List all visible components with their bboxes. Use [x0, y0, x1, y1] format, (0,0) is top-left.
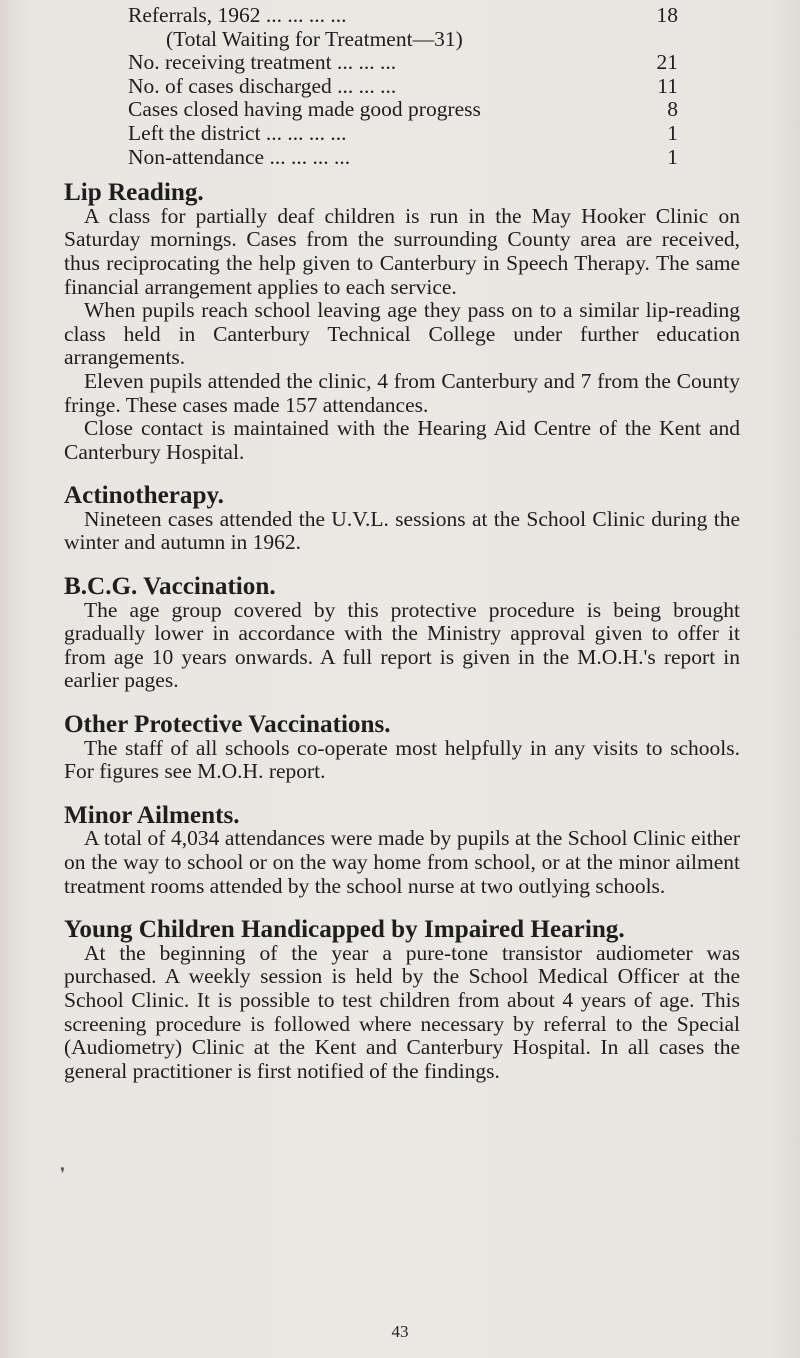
- paragraph: The staff of all schools co-operate most helpfully in any visits to schools. For figures see M.O.H. report.: [64, 735, 740, 784]
- paragraph: The age group covered by this protective procedure is being brought gradually lower in accordance with the Ministry approval given to offer it from age 10 years onwards. A full report is given in the M.O.H.'s report in earlier pages.: [64, 597, 740, 693]
- paragraph: Eleven pupils attended the clinic, 4 from Canterbury and 7 from the County fringe. These cases made 157 attendances.: [64, 368, 740, 417]
- row-label: No. of cases discharged ... ... ...: [128, 73, 397, 98]
- row-label: (Total Waiting for Treatment—31): [166, 26, 463, 51]
- row-label: Non-attendance ... ... ... ...: [128, 144, 351, 169]
- row-value: 1: [667, 120, 678, 145]
- row-label: Referrals, 1962 ... ... ... ...: [128, 3, 347, 27]
- section-lip-reading: [64, 181, 740, 464]
- referrals-row: [128, 98, 678, 122]
- row-value: 1: [667, 144, 678, 169]
- paragraph: Nineteen cases attended the U.V.L. sessions at the School Clinic during the winter and autumn in 1962.: [64, 506, 740, 555]
- section-other-vaccinations: [64, 713, 740, 784]
- paragraph: A class for partially deaf children is run in the May Hooker Clinic on Saturday mornings. Cases from the surrounding County area are received, thus reciprocating the help given to Canterbury in Speech Therapy. The same financial arrangement applies to each service.: [64, 203, 740, 299]
- paragraph: At the beginning of the year a pure-tone transistor audiometer was purchased. A weekly session is held by the School Medical Officer at the School Clinic. It is possible to test children from about 4 years of age. This screening procedure is followed where necessary by referral to the Special (Audiometry) Clinic at the Kent and Canterbury Hospital. In all cases the general practitioner is first notified of the findings.: [64, 940, 740, 1083]
- section-young-children: [64, 918, 740, 1083]
- referrals-row: [128, 122, 678, 146]
- paragraph: Close contact is maintained with the Hearing Aid Centre of the Kent and Canterbury Hospital.: [64, 416, 740, 464]
- section-heading: Other Protective Vaccinations.: [64, 711, 391, 739]
- referrals-row: [128, 75, 678, 99]
- section-heading: Actinotherapy.: [64, 482, 224, 510]
- referrals-table: [128, 4, 678, 169]
- referrals-row: [128, 28, 678, 52]
- paragraph: A total of 4,034 attendances were made by pupils at the School Clinic either on the way to school or on the way home from school, or at the minor ailment treatment rooms attended by the school nurse at two outlying schools.: [64, 826, 740, 898]
- row-label: Cases closed having made good progress: [128, 97, 481, 122]
- row-value: 8: [667, 97, 678, 122]
- row-value: 21: [656, 50, 678, 75]
- section-heading: Young Children Handicapped by Impaired Hearing.: [64, 916, 625, 944]
- section-heading: Lip Reading.: [64, 179, 204, 207]
- row-label: No. receiving treatment ... ... ...: [128, 50, 397, 75]
- referrals-row: [128, 51, 678, 75]
- section-actinotherapy: [64, 484, 740, 555]
- row-label: Left the district ... ... ... ...: [128, 120, 347, 145]
- section-heading: Minor Ailments.: [64, 801, 240, 829]
- row-value: 18: [656, 3, 678, 27]
- referrals-row: [128, 4, 678, 28]
- page-content: [64, 4, 740, 1083]
- paragraph: When pupils reach school leaving age they pass on to a similar lip-reading class held in Canterbury Technical College under further education arrangements.: [64, 298, 740, 370]
- row-value: 11: [657, 73, 678, 98]
- page-number: 43: [391, 1322, 409, 1341]
- section-minor-ailments: [64, 801, 740, 898]
- referrals-row: [128, 146, 678, 170]
- margin-tick-mark: ❜: [60, 1166, 66, 1183]
- section-bcg-vaccination: [64, 575, 740, 693]
- section-heading: B.C.G. Vaccination.: [64, 573, 276, 601]
